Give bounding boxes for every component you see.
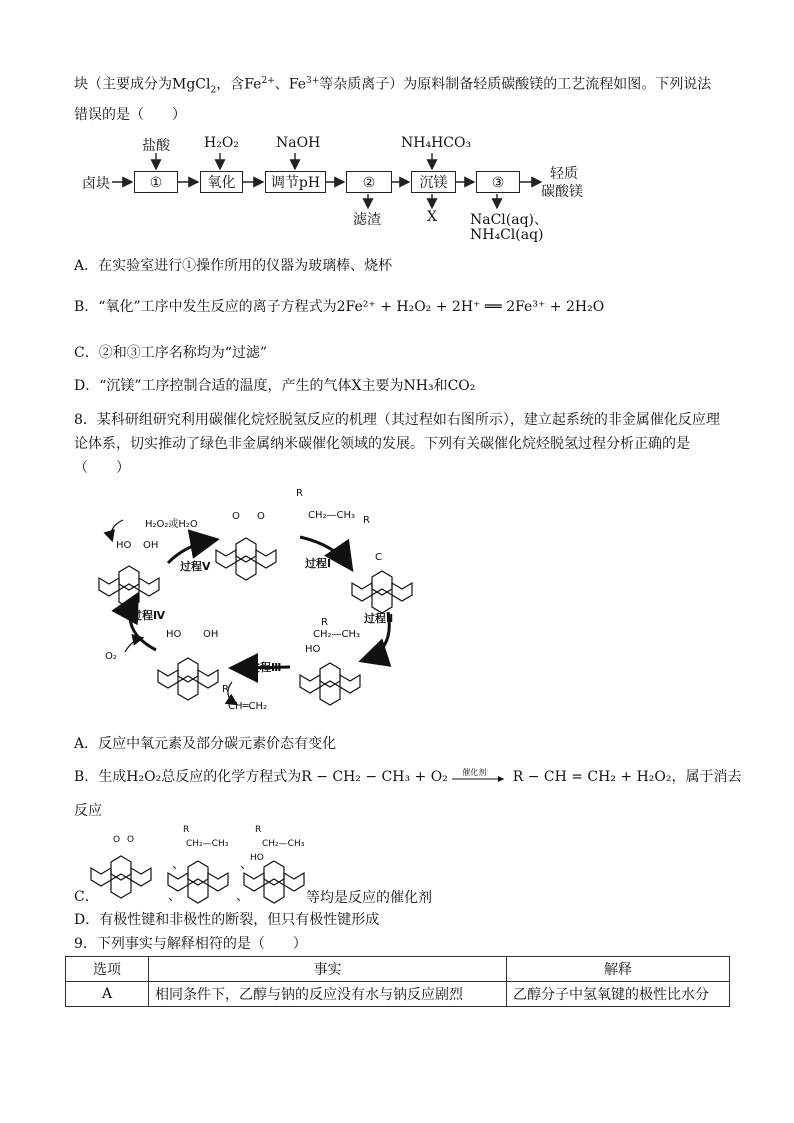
row-fact: 相同条件下，乙醇与钠的反应没有水与钠反应剧烈	[149, 982, 507, 1007]
flow-step-precipitate-mg: 沉镁	[411, 171, 456, 193]
flow-step-2: ②	[346, 171, 392, 193]
c-hydroxy-r: R	[255, 825, 262, 835]
peroxide-oh: OH	[143, 540, 159, 551]
q7-option-a: A．在实验室进行①操作所用的仪器为玻璃棒、烧杯	[74, 258, 393, 274]
q8-option-a: A．反应中氧元素及部分碳元素价态有变化	[74, 736, 337, 752]
process-2-label: 过程Ⅱ	[364, 612, 394, 625]
alkene-label: CH═CH₂	[228, 701, 268, 712]
intro-text-a: 块（主要成分为	[74, 76, 172, 93]
q7-option-d-text: D．“沉镁”工序控制合适的温度，产生的气体X主要为	[74, 378, 404, 394]
q8-stem-line-1: 8．某科研组研究利用碳催化烷烃脱氢反应的机理（其过程如右图所示），建立起系统的非金属催化反应理	[74, 412, 720, 428]
formula-mgcl2: MgCl	[172, 76, 211, 93]
formula-fe2: Fe	[244, 76, 262, 93]
c-sep-4: 、	[236, 889, 250, 904]
header-fact: 事实	[149, 957, 507, 982]
process-1-label: 过程Ⅰ	[305, 557, 332, 570]
o2-label: O₂	[105, 651, 117, 662]
q7-option-c: C．②和③工序名称均为“过滤”	[74, 345, 268, 361]
peroxide-ho: HO	[116, 540, 132, 551]
adduct-c: C	[375, 552, 382, 563]
diol-oh: OH	[203, 629, 219, 640]
q8-option-d: D．有极性键和非极性的断裂，但只有极性键形成	[74, 912, 380, 928]
flow-input-nh4hco3: NH₄HCO₃	[401, 135, 472, 151]
q9-table	[65, 956, 730, 1007]
hydroxy-ho: HO	[305, 644, 321, 655]
c-sep-1: 、	[172, 857, 186, 872]
q7-option-b-text: B．“氧化”工序中发生反应的离子方程式为	[74, 299, 337, 315]
q7-option-d-gases: NH₃和CO₂	[403, 378, 476, 394]
flow-input-hcl: 盐酸	[142, 138, 170, 154]
c-hydroxy-ho: HO	[250, 853, 264, 863]
intro-text-c: 等杂质离子）为原料制备轻质碳酸镁的工艺流程如图。下列说法	[319, 76, 712, 93]
adduct-r: R	[363, 515, 370, 526]
q9-stem: 9．下列事实与解释相符的是（ ）	[74, 936, 307, 952]
flow-step-3: ③	[476, 171, 520, 193]
flow-input-h2o2: H₂O₂	[204, 135, 239, 151]
diol-ho: HO	[166, 629, 182, 640]
formula-mgcl2-sub: 2	[210, 85, 217, 96]
flow-output-residue: 滤渣	[353, 212, 381, 228]
h2o2-label: H₂O₂或H₂O	[145, 519, 198, 530]
flow-output-x: X	[427, 209, 437, 225]
flow-step-adjust-ph: 调节pH	[265, 171, 326, 193]
q8-stem-line-2: 论体系，切实推动了绿色非金属纳米碳催化领域的发展。下列有关碳催化烷烃脱氢过程分析正确的是	[74, 436, 690, 452]
q8-option-c-text: 等均是反应的催化剂	[306, 890, 432, 906]
intro-line-2: 错误的是（ ）	[74, 107, 186, 123]
formula-fe3: Fe	[288, 76, 306, 93]
c-sep-3: 、	[168, 889, 182, 904]
q8-stem-line-3: （ ）	[74, 460, 130, 476]
process-4-label: 过程Ⅳ	[131, 609, 166, 622]
flow-product-line2: 碳酸镁	[541, 184, 583, 200]
flow-product-line1: 轻质	[550, 166, 578, 182]
header-option: 选项	[66, 957, 149, 982]
q7-option-b-equation: 2Fe²⁺ + H₂O₂ + 2H⁺ ══ 2Fe³⁺ + 2H₂O	[336, 299, 605, 315]
q8-option-b-line-2: 反应	[74, 803, 102, 819]
table-row	[66, 982, 730, 1007]
row-explanation: 乙醇分子中氢氧键的极性比水分	[507, 982, 730, 1007]
q8-option-c-prefix: C．	[74, 889, 99, 905]
hydroxy-label: CH₂—CH₃	[313, 629, 361, 640]
flow-output-nacl: NaCl(aq)、	[470, 212, 549, 228]
q8-option-b-reactants: R − CH₂ − CH₃ + O₂	[301, 769, 448, 785]
intro-text-b: ，含	[216, 76, 245, 93]
formula-fe2-charge: 2+	[261, 76, 275, 86]
c-hydroxy-label: CH₂—CH₃	[262, 839, 305, 849]
alkane-label: CH₂—CH₃	[308, 510, 356, 521]
flow-input-naoh: NaOH	[276, 135, 321, 151]
c-sep-2: 、	[240, 857, 254, 872]
catalyst-label: 催化剂	[462, 768, 487, 777]
process-5-label: 过程Ⅴ	[180, 560, 211, 573]
alkane-r: R	[296, 488, 303, 499]
c-dione-o1: O	[113, 835, 121, 845]
q8-option-b-tail: ，属于消去	[671, 769, 742, 785]
dione-o1: O	[232, 511, 240, 522]
hydroxy-r: R	[321, 617, 328, 628]
table-header-row	[66, 957, 730, 982]
row-option: A	[66, 982, 149, 1007]
dione-o2: O	[257, 511, 265, 522]
header-explanation: 解释	[507, 957, 730, 982]
flow-step-oxidation: 氧化	[200, 171, 243, 193]
c-adduct-r: R	[183, 825, 190, 835]
q8-option-b-products: R − CH = CH₂ + H₂O₂	[512, 769, 672, 785]
c-dione-o2: O	[127, 835, 135, 845]
process-3-label: 过程Ⅲ	[249, 661, 282, 674]
formula-fe3-charge: 3+	[305, 76, 320, 86]
q8-option-b-text: B．生成H₂O₂总反应的化学方程式为	[74, 769, 302, 785]
flow-step-1: ①	[134, 171, 178, 193]
flow-start-label: 卤块	[82, 176, 110, 192]
alkene-r: R	[222, 684, 229, 695]
flow-output-nh4cl: NH₄Cl(aq)	[470, 227, 544, 243]
c-adduct-label: CH₂—CH₃	[186, 839, 229, 849]
intro-sep: 、	[274, 76, 289, 93]
